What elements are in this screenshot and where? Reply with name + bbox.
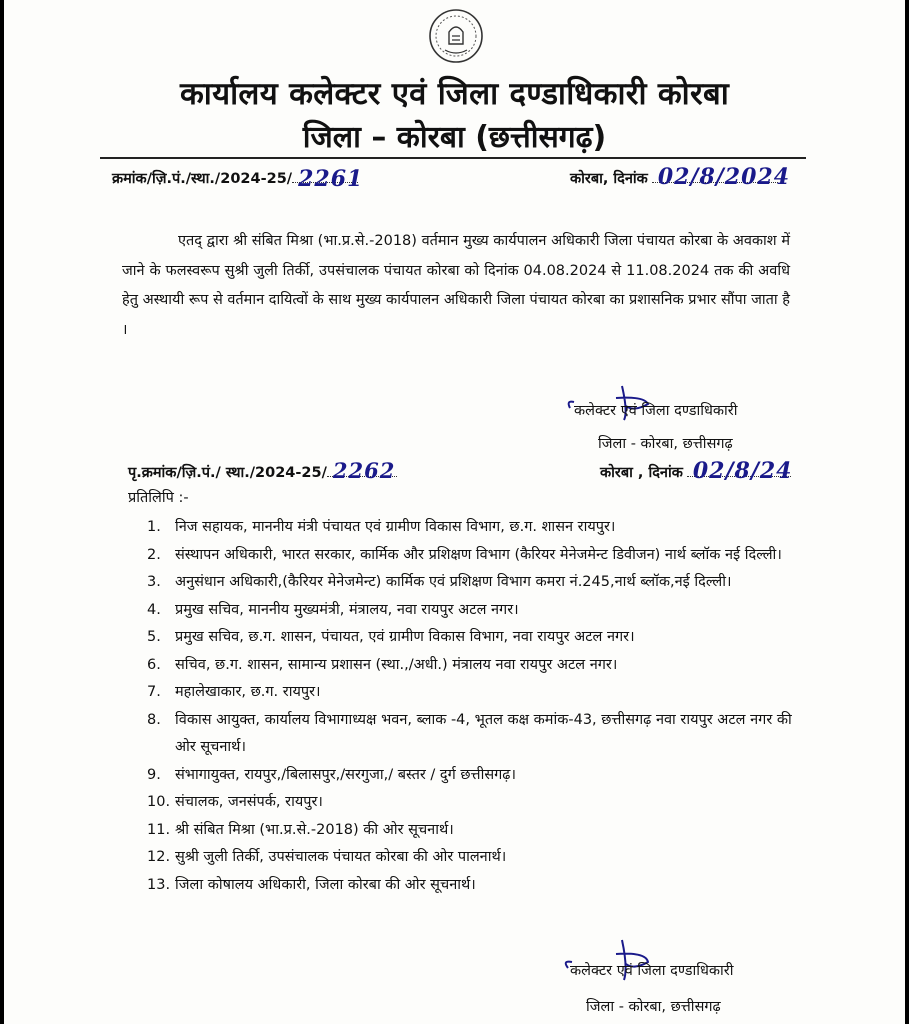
copy-list-item-text: संचालक, जनसंपर्क, रायपुर। [175, 794, 323, 810]
reference-handwritten-date: 02/8/2024 [657, 164, 791, 190]
header-divider [100, 157, 806, 159]
copy-list-item-number: 6. [147, 656, 161, 673]
copy-list-item-text: निज सहायक, माननीय मंत्री पंचायत एवं ग्रामीण विकास विभाग, छ.ग. शासन रायपुर। [175, 519, 616, 535]
copy-list-item-number: 4. [147, 601, 161, 618]
endorsement-handwritten-number: 2262 [332, 458, 396, 483]
copy-list-item-text: सुश्री जुली तिर्की, उपसंचालक पंचायत कोरबा की ओर पालनार्थ। [175, 849, 507, 865]
copy-list-item-number: 7. [147, 684, 161, 700]
copy-list-item-number: 5. [147, 629, 161, 645]
copy-list-item [147, 569, 807, 597]
copy-list-item-text: संस्थापन अधिकारी, भारत सरकार, कार्मिक और प्रशिक्षण विभाग (कैरियर मेनेजमेन्ट डिवीजन) नार्थ ब्लॉक नई दिल्ली। [175, 546, 782, 563]
copy-list-item [147, 872, 807, 900]
copy-list-item-number: 8. [147, 711, 161, 728]
copy-list-item [147, 707, 807, 762]
copy-heading: प्रतिलिपि :- [128, 490, 189, 506]
reference-date [570, 164, 791, 190]
copy-list-item-text: विकास आयुक्त, कार्यालय विभागाध्यक्ष भवन, ब्लाक -4, भूतल कक्ष कमांक-43, छत्तीसगढ़ नवा रायपुर अटल नगर की ओर सूचनार्थ। [175, 711, 792, 755]
copy-list-item-number: 12. [147, 849, 171, 865]
copy-list-item [147, 624, 807, 652]
copy-list-item-text: महालेखाकार, छ.ग. रायपुर। [175, 684, 321, 700]
copy-list-item-number: 10. [147, 794, 171, 810]
endorsement-number [128, 458, 397, 483]
signature-designation-1: कलेक्टर एवं जिला दण्डाधिकारी [574, 403, 738, 419]
copy-list-item-text: प्रमुख सचिव, माननीय मुख्यमंत्री, मंत्रालय, नवा रायपुर अटल नगर। [175, 601, 519, 618]
copy-list-item [147, 597, 807, 625]
letter-page [4, 0, 905, 1024]
copy-list-item [147, 762, 807, 790]
order-paragraph: एतद् द्वारा श्री संबित मिश्रा (भा.प्र.से.-2018) वर्तमान मुख्य कार्यपालन अधिकारी जिला पंचायत कोरबा के अवकाश में जाने के फलस्वरूप सुश्री जुली तिर्की, उपसंचालक पंचायत कोरबा को दिनांक 04.08.2024 से 11.08.2024 तक की अवधि हेतु अस्थायी रूप से वर्तमान दायित्वों के साथ मुख्य कार्यपालन अधिकारी जिला पंचायत कोरबा का प्रशासनिक प्रभार सौंपा जाता है । [122, 233, 790, 338]
reference-number [112, 166, 364, 192]
reference-handwritten-number: 2261 [298, 166, 364, 192]
copy-list-item [147, 514, 807, 542]
copy-list-item [147, 542, 807, 570]
copy-list [147, 514, 807, 899]
signature-district-2: जिला - कोरबा, छत्तीसगढ़ [586, 999, 721, 1015]
copy-list-item-number: 2. [147, 546, 161, 563]
signature-designation-2: कलेक्टर एवं जिला दण्डाधिकारी [570, 963, 734, 979]
reference-date-label: कोरबा, दिनांक [570, 171, 648, 187]
copy-list-item-number: 1. [147, 519, 161, 535]
copy-list-item-text: श्री संबित मिश्रा (भा.प्र.से.-2018) की ओर सूचनार्थ। [175, 821, 454, 838]
district-title: जिला – कोरबा (छत्तीसगढ़) [302, 120, 607, 155]
office-title: कार्यालय कलेक्टर एवं जिला दण्डाधिकारी कोरबा [179, 76, 730, 112]
copy-list-item-text: अनुसंधान अधिकारी,(कैरियर मेनेजमेन्ट) कार्मिक एवं प्रशिक्षण विभाग कमरा नं.245,नार्थ ब्लॉक,नई दिल्ली। [175, 574, 732, 590]
copy-list-item [147, 652, 807, 680]
copy-list-item [147, 844, 807, 872]
signature-district-1: जिला - कोरबा, छत्तीसगढ़ [598, 436, 733, 452]
reference-label: क्रमांक/ज़ि.पं./स्था./2024-25/ [112, 171, 293, 187]
endorsement-date [600, 458, 793, 484]
copy-list-item [147, 679, 807, 707]
copy-list-item-number: 13. [147, 876, 171, 893]
copy-list-item-text: संभागायुक्त, रायपुर,/बिलासपुर,/सरगुजा,/ बस्तर / दुर्ग छत्तीसगढ़। [175, 766, 516, 783]
copy-list-item-text: सचिव, छ.ग. शासन, सामान्य प्रशासन (स्था.,/अधी.) मंत्रालय नवा रायपुर अटल नगर। [175, 656, 618, 673]
endorsement-label: पृ.क्रमांक/ज़ि.पं./ स्था./2024-25/ [128, 465, 327, 481]
copy-list-item-text: जिला कोषालय अधिकारी, जिला कोरबा की ओर सूचनार्थ। [175, 876, 476, 893]
endorsement-date-label: कोरबा , दिनांक [600, 465, 683, 481]
endorsement-handwritten-date: 02/8/24 [692, 458, 793, 484]
copy-list-item [147, 789, 807, 817]
copy-list-item-number: 11. [147, 821, 171, 838]
copy-list-item-text: प्रमुख सचिव, छ.ग. शासन, पंचायत, एवं ग्रामीण विकास विभाग, नवा रायपुर अटल नगर। [175, 629, 635, 645]
government-emblem-icon [427, 6, 485, 66]
copy-list-item-number: 3. [147, 574, 161, 590]
copy-list-item-number: 9. [147, 766, 161, 783]
copy-list-item [147, 817, 807, 845]
